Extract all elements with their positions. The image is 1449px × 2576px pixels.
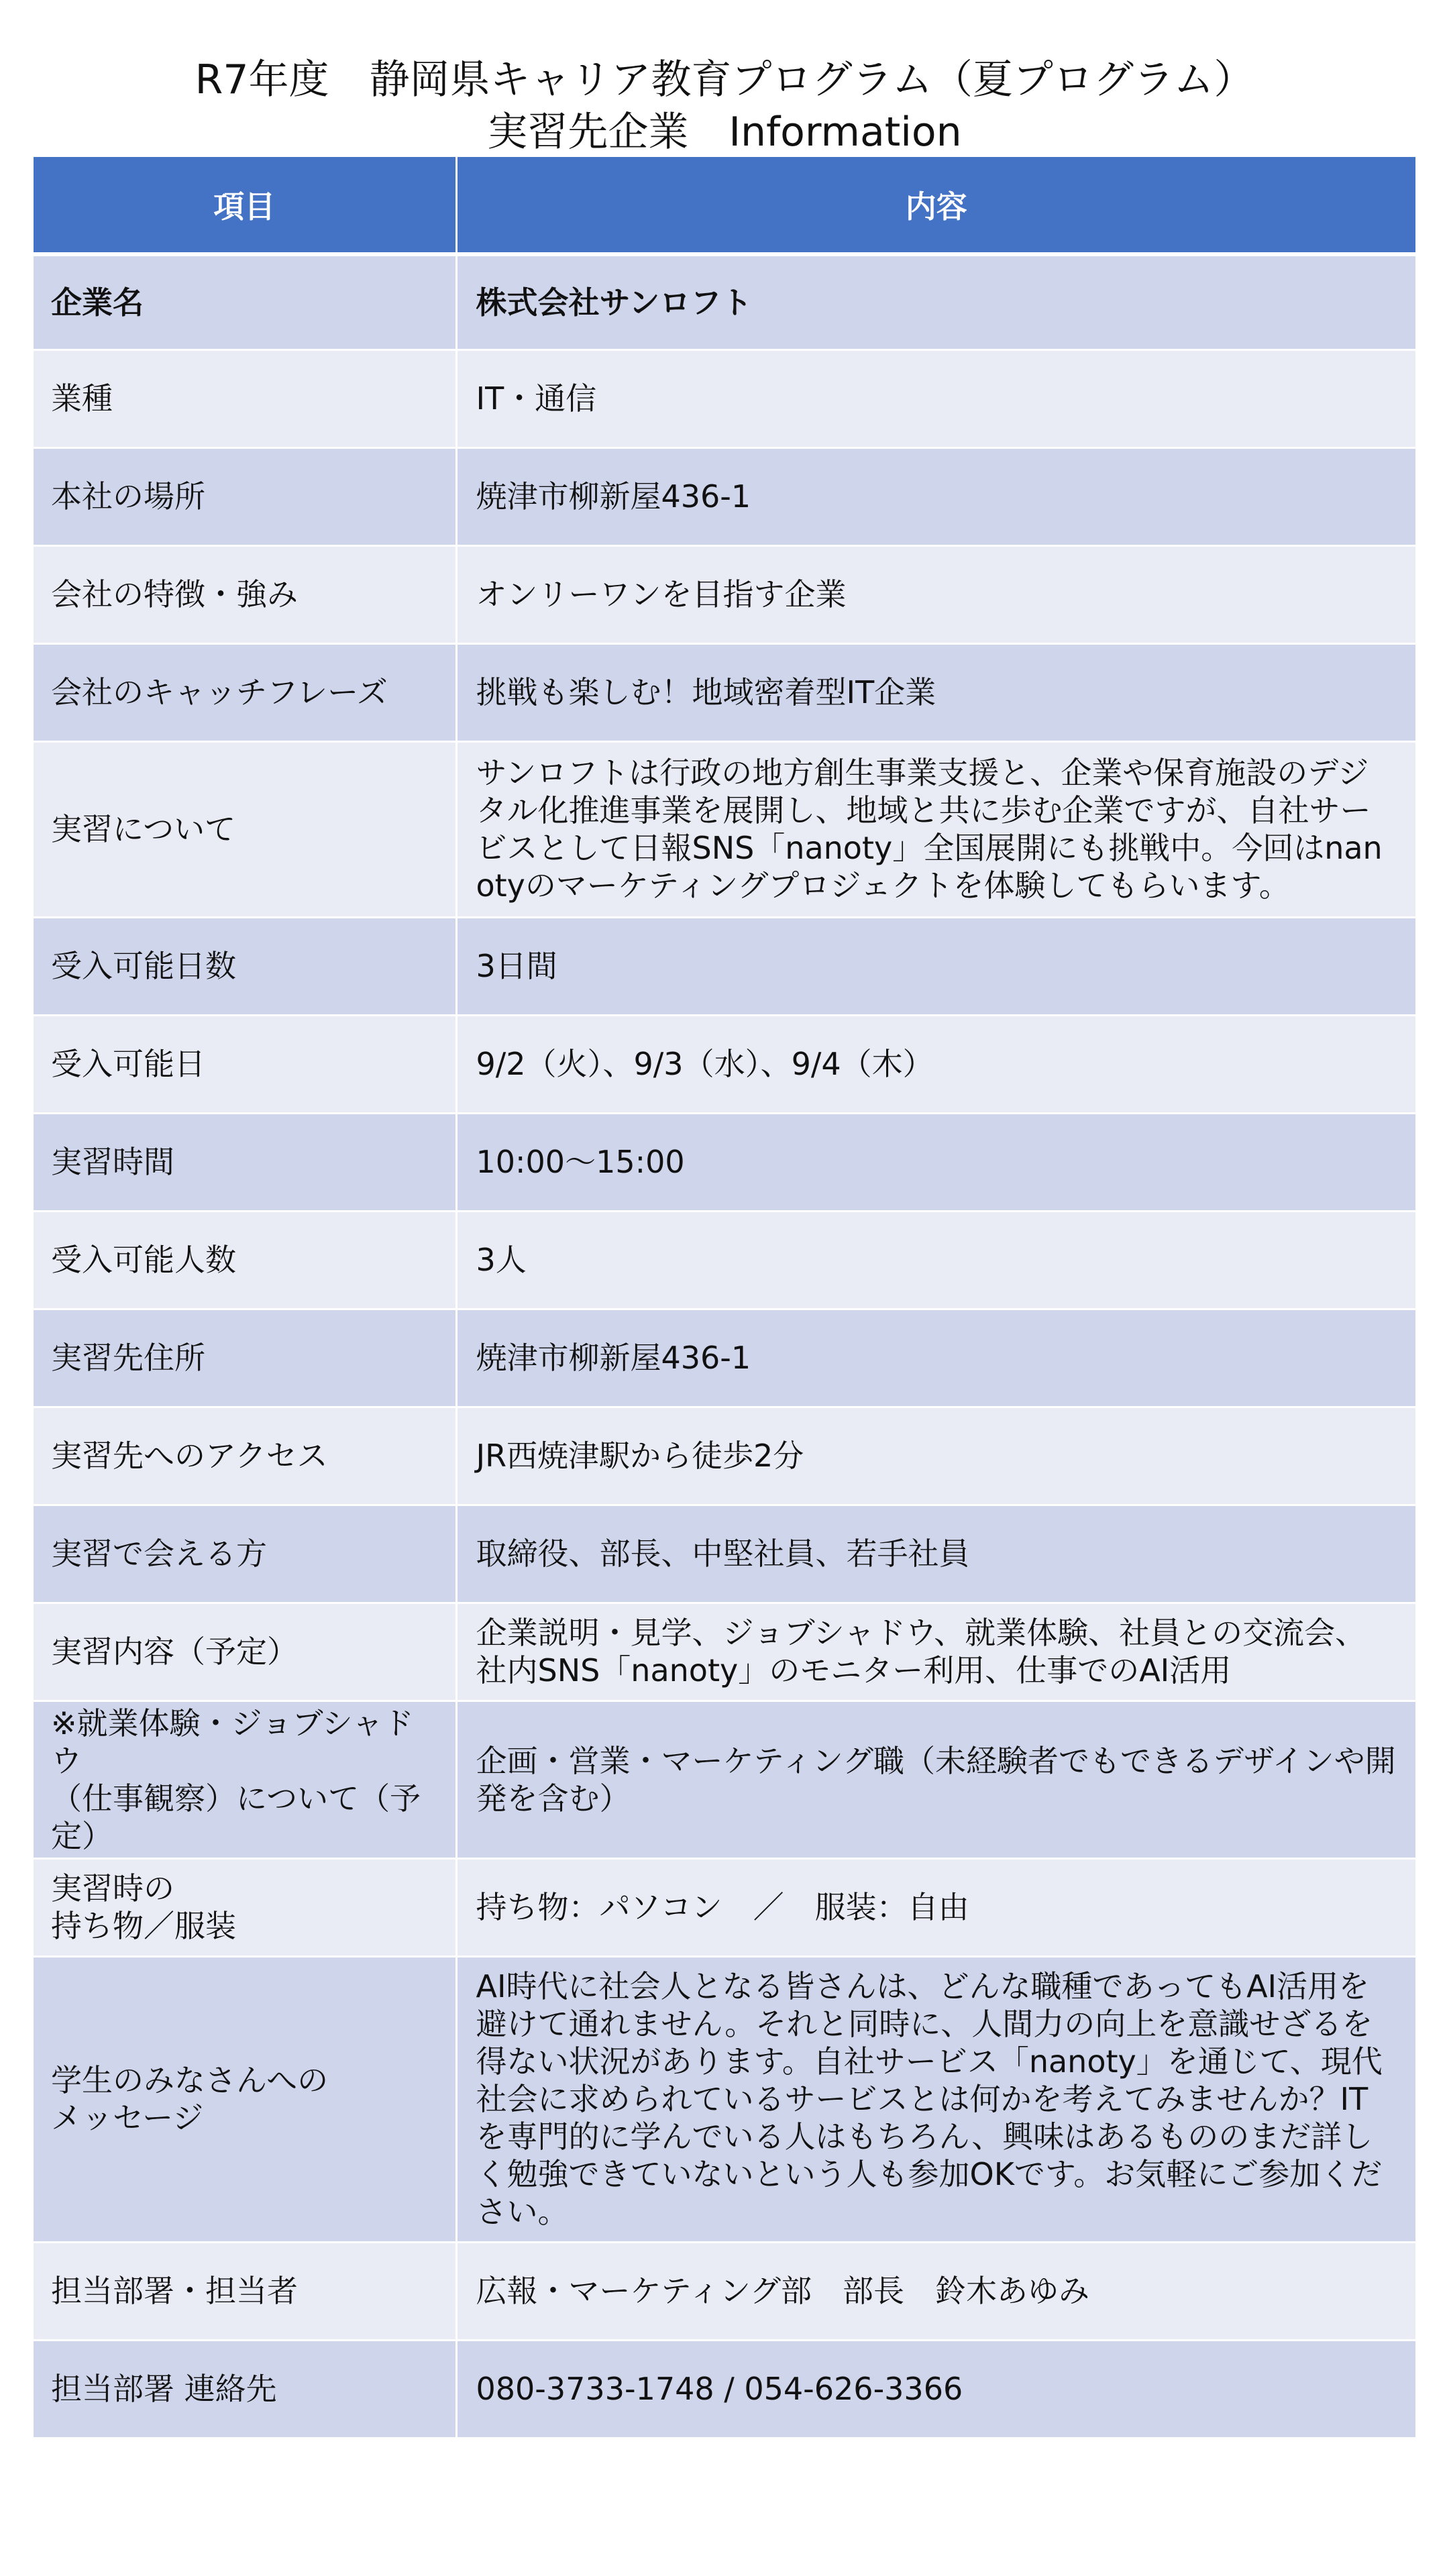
- row-label: [34, 350, 456, 447]
- table-row: [34, 545, 1415, 643]
- row-label: [34, 1015, 456, 1113]
- row-value: [456, 1309, 1415, 1407]
- row-value-line: 焼津市柳新屋436-1: [476, 1340, 751, 1376]
- row-value: [456, 643, 1415, 741]
- table-row: [34, 1309, 1415, 1407]
- row-label-line: 受入可能日: [51, 1046, 205, 1082]
- row-label: [34, 643, 456, 741]
- table-row: [34, 254, 1415, 350]
- table-row: [34, 1015, 1415, 1113]
- row-value: [456, 2340, 1415, 2438]
- row-value: [456, 1701, 1415, 1858]
- row-label-line: 実習で会える方: [51, 1536, 267, 1572]
- table-row: [34, 1701, 1415, 1858]
- row-label-line: 担当部署・担当者: [51, 2273, 298, 2309]
- row-label: [34, 1113, 456, 1211]
- title-line-1: R7年度 静岡県キャリア教育プログラム（夏プログラム）: [195, 56, 1254, 103]
- table-row: [34, 1956, 1415, 2242]
- row-value-line: 10:00～15:00: [476, 1144, 685, 1180]
- row-label-line: 学生のみなさんへの: [51, 2062, 329, 2098]
- row-value-line: 挑戦も楽しむ！地域密着型IT企業: [476, 674, 936, 710]
- row-value-line: サンロフトは行政の地方創生事業支援と、企業や保育施設のデジタル化推進事業を展開し、地域と共に歩む企業ですが、自社サービスとして日報SNS「nanoty」全国展開にも挑戦中。今回はnanotyのマーケティングプロジェクトを体験してもらいます。: [476, 755, 1383, 904]
- row-value: [456, 741, 1415, 917]
- row-value: [456, 545, 1415, 643]
- table-row: [34, 1113, 1415, 1211]
- row-value: [456, 447, 1415, 545]
- page-title: [0, 54, 1449, 158]
- row-label-line: 実習先へのアクセス: [51, 1438, 328, 1474]
- table-row: [34, 2340, 1415, 2438]
- row-label: [34, 1858, 456, 1956]
- row-label-line: 実習時の: [51, 1870, 174, 1907]
- row-value-line: 持ち物：パソコン ／ 服装：自由: [476, 1889, 969, 1925]
- row-value-line: 企画・営業・マーケティング職（未経験者でもできるデザインや開発を含む）: [476, 1742, 1396, 1817]
- row-label-line: 本社の場所: [51, 478, 205, 515]
- row-label-line: 受入可能日数: [51, 948, 236, 984]
- row-value: [456, 1211, 1415, 1309]
- row-label: [34, 447, 456, 545]
- row-label-line: 企業名: [51, 284, 144, 321]
- table-row: [34, 447, 1415, 545]
- row-value: [456, 1407, 1415, 1505]
- table-row: [34, 643, 1415, 741]
- row-value-line: 080-3733-1748 / 054-626-3366: [476, 2371, 963, 2407]
- header-item: 項目: [34, 157, 456, 254]
- table-row: [34, 1211, 1415, 1309]
- row-value-line: 9/2（火）、9/3（水）、9/4（木）: [476, 1046, 934, 1082]
- row-label-line: 受入可能人数: [51, 1242, 236, 1278]
- row-label: [34, 1505, 456, 1603]
- row-label: [34, 1211, 456, 1309]
- table-row: [34, 1858, 1415, 1956]
- header-content: 内容: [456, 157, 1415, 254]
- row-label-line: 会社のキャッチフレーズ: [51, 674, 388, 710]
- row-label-line: 担当部署 連絡先: [51, 2371, 277, 2407]
- row-label-line: 持ち物／服装: [51, 1908, 236, 1944]
- table-row: [34, 1505, 1415, 1603]
- row-label: [34, 741, 456, 917]
- row-value: [456, 1113, 1415, 1211]
- row-value: [456, 1505, 1415, 1603]
- row-label-line: 実習先住所: [51, 1340, 205, 1376]
- row-value-line: IT・通信: [476, 380, 597, 417]
- row-value-line: 3人: [476, 1242, 527, 1278]
- row-label: [34, 2242, 456, 2340]
- row-label-line: 会社の特徴・強み: [51, 576, 298, 612]
- row-value: [456, 1956, 1415, 2242]
- row-label-line: 実習時間: [51, 1144, 174, 1180]
- table-header-row: [34, 157, 1415, 254]
- row-label-line: （仕事観察）について（予定）: [51, 1780, 421, 1854]
- row-value: [456, 1603, 1415, 1701]
- row-label: [34, 917, 456, 1015]
- row-value: [456, 1015, 1415, 1113]
- company-info-table: [34, 157, 1415, 2439]
- row-value-line: オンリーワンを目指す企業: [476, 576, 847, 612]
- table-row: [34, 1407, 1415, 1505]
- row-value-line: AI時代に社会人となる皆さんは、どんな職種であってもAI活用を避けて通れません。それと同時に、人間力の向上を意識せざるを得ない状況があります。自社サービス「nanoty」を通じて、現代社会に求められているサービスとは何かを考えてみませんか？ITを専門的に学んでいる人はもちろん、興味はあるもののまだ詳しく勉強できていないという人も参加OKです。お気軽にご参加ください。: [476, 1968, 1383, 2230]
- table-row: [34, 1603, 1415, 1701]
- row-label: [34, 1309, 456, 1407]
- row-label: [34, 1603, 456, 1701]
- row-value-line: 株式会社サンロフト: [476, 284, 753, 321]
- row-value-line: 焼津市柳新屋436-1: [476, 478, 751, 515]
- row-value-line: 企業説明・見学、ジョブシャドウ、就業体験、社員との交流会、社内SNS「nanoty」のモニター利用、仕事でのAI活用: [476, 1615, 1366, 1688]
- row-value: [456, 254, 1415, 350]
- row-label-line: 実習内容（予定）: [51, 1633, 298, 1670]
- table-row: [34, 741, 1415, 917]
- title-line-2: 実習先企業 Information: [487, 109, 962, 156]
- row-value-line: 3日間: [476, 948, 557, 984]
- table-row: [34, 2242, 1415, 2340]
- row-value-line: 広報・マーケティング部 部長 鈴木あゆみ: [476, 2273, 1089, 2309]
- table-row: [34, 350, 1415, 447]
- row-label: [34, 545, 456, 643]
- row-label-line: 業種: [51, 380, 113, 417]
- row-value-line: 取締役、部長、中堅社員、若手社員: [476, 1536, 970, 1572]
- row-value-line: JR西焼津駅から徒歩2分: [476, 1438, 804, 1474]
- row-label-line: 実習について: [51, 811, 236, 847]
- table-row: [34, 917, 1415, 1015]
- row-label-line: ※就業体験・ジョブシャドウ: [51, 1705, 414, 1779]
- row-label: [34, 2340, 456, 2438]
- row-label: [34, 1407, 456, 1505]
- row-label: [34, 254, 456, 350]
- row-value: [456, 1858, 1415, 1956]
- row-value: [456, 2242, 1415, 2340]
- row-value: [456, 917, 1415, 1015]
- row-label: [34, 1701, 456, 1858]
- row-value: [456, 350, 1415, 447]
- row-label-line: メッセージ: [51, 2100, 204, 2136]
- row-label: [34, 1956, 456, 2242]
